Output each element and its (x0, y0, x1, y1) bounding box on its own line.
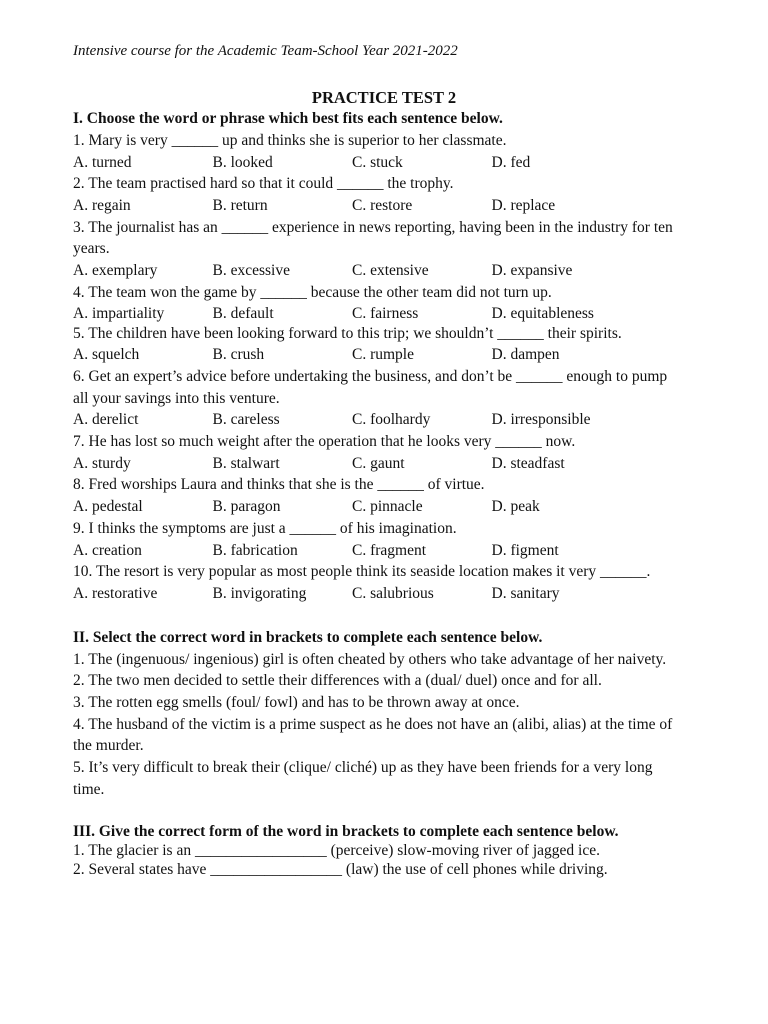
option-b: B. fabrication (212, 541, 298, 559)
option-d: D. fed (491, 153, 531, 171)
option-c: C. stuck (352, 153, 403, 171)
question-options (73, 344, 683, 366)
option-b: B. default (212, 304, 274, 322)
question-text: 10. The resort is very popular as most people think its seaside location makes it very ______. (73, 563, 651, 581)
option-a: A. restorative (73, 584, 158, 602)
option-b: B. crush (212, 346, 265, 364)
section-3-item: 2. Several states have _________________ (law) the use of cell phones while driving. (73, 860, 608, 878)
question-text: 8. Fred worships Laura and thinks that she is the ______ of virtue. (73, 476, 485, 494)
section-2-item: 4. The husband of the victim is a prime suspect as he does not have an (alibi, alias) at the time of the murder. (73, 715, 673, 755)
option-b: B. looked (212, 153, 273, 171)
question-7 (73, 431, 683, 474)
option-a: A. sturdy (73, 454, 131, 472)
question-6 (73, 366, 683, 431)
option-b: B. paragon (212, 498, 281, 516)
question-text: 4. The team won the game by ______ because the other team did not turn up. (73, 283, 552, 301)
page-title-text: PRACTICE TEST 2 (311, 88, 457, 107)
question-options (73, 540, 683, 562)
option-b: B. stalwart (212, 454, 280, 472)
question-options (73, 304, 683, 323)
option-a: A. pedestal (73, 498, 143, 516)
section-2-item: 2. The two men decided to settle their differences with a (dual/ duel) once and for all. (73, 672, 602, 690)
option-c: C. foolhardy (352, 411, 431, 429)
option-d: D. irresponsible (491, 411, 591, 429)
option-d: D. dampen (491, 346, 560, 364)
option-a: A. impartiality (73, 304, 165, 322)
option-c: C. restore (352, 197, 413, 215)
option-a: A. creation (73, 541, 142, 559)
spacer (73, 605, 683, 627)
option-d: D. figment (491, 541, 559, 559)
option-d: D. steadfast (491, 454, 565, 472)
option-b: B. return (212, 197, 268, 215)
question-10 (73, 561, 683, 604)
page-title (0, 88, 768, 108)
option-b: B. excessive (212, 262, 290, 280)
option-a: A. derelict (73, 411, 139, 429)
option-a: A. squelch (73, 346, 140, 364)
option-c: C. fairness (352, 304, 419, 322)
option-c: C. gaunt (352, 454, 405, 472)
question-8 (73, 474, 683, 517)
question-3 (73, 217, 683, 282)
section-2-heading: II. Select the correct word in brackets to complete each sentence below. (73, 628, 543, 646)
question-text: 1. Mary is very ______ up and thinks she is superior to her classmate. (73, 132, 507, 149)
option-c: C. extensive (352, 262, 429, 280)
option-d: D. replace (491, 197, 556, 215)
option-d: D. sanitary (491, 584, 560, 602)
question-options (73, 453, 683, 475)
page-header: Intensive course for the Academic Team-School Year 2021-2022 (73, 43, 458, 59)
option-a: A. turned (73, 153, 132, 171)
question-options (73, 409, 683, 431)
question-5 (73, 323, 683, 366)
question-2 (73, 173, 683, 216)
question-4 (73, 282, 683, 323)
section-2-item: 3. The rotten egg smells (foul/ fowl) and has to be thrown away at once. (73, 694, 520, 712)
option-b: B. careless (212, 411, 280, 429)
option-a: A. exemplary (73, 262, 158, 280)
section-2-item: 1. The (ingenuous/ ingenious) girl is often cheated by others who take advantage of her naivety. (73, 650, 667, 668)
section-2-item: 5. It’s very difficult to break their (clique/ cliché) up as they have been friends for a very long time. (73, 759, 653, 798)
question-options (73, 496, 683, 518)
content (73, 108, 683, 879)
question-options (73, 152, 683, 174)
section-3-heading: III. Give the correct form of the word in brackets to complete each sentence below. (73, 822, 619, 840)
question-text: 9. I thinks the symptoms are just a ______ of his imagination. (73, 519, 457, 537)
question-text: 6. Get an expert’s advice before undertaking the business, and don’t be ______ enough to pump all your savings into this venture. (73, 367, 668, 407)
option-d: D. peak (491, 498, 540, 516)
section-1-heading: I. Choose the word or phrase which best fits each sentence below. (73, 110, 503, 127)
question-text: 3. The journalist has an ______ experience in news reporting, having been in the industry for ten years. (73, 218, 673, 258)
question-1 (73, 130, 683, 173)
option-d: D. equitableness (491, 304, 594, 322)
question-9 (73, 518, 683, 561)
question-text: 7. He has lost so much weight after the operation that he looks very ______ now. (73, 433, 576, 451)
question-options (73, 583, 683, 605)
option-c: C. fragment (352, 541, 427, 559)
option-c: C. salubrious (352, 584, 434, 602)
question-options (73, 195, 683, 217)
question-text: 2. The team practised hard so that it could ______ the trophy. (73, 175, 454, 193)
section-3-item: 1. The glacier is an _________________ (perceive) slow-moving river of jagged ice. (73, 841, 600, 859)
spacer (73, 801, 683, 823)
option-b: B. invigorating (212, 584, 307, 602)
option-d: D. expansive (491, 262, 573, 280)
option-c: C. rumple (352, 346, 414, 364)
option-a: A. regain (73, 197, 131, 215)
question-text: 5. The children have been looking forward to this trip; we shouldn’t ______ their spirits. (73, 324, 622, 342)
option-c: C. pinnacle (352, 498, 423, 516)
question-options (73, 260, 683, 282)
